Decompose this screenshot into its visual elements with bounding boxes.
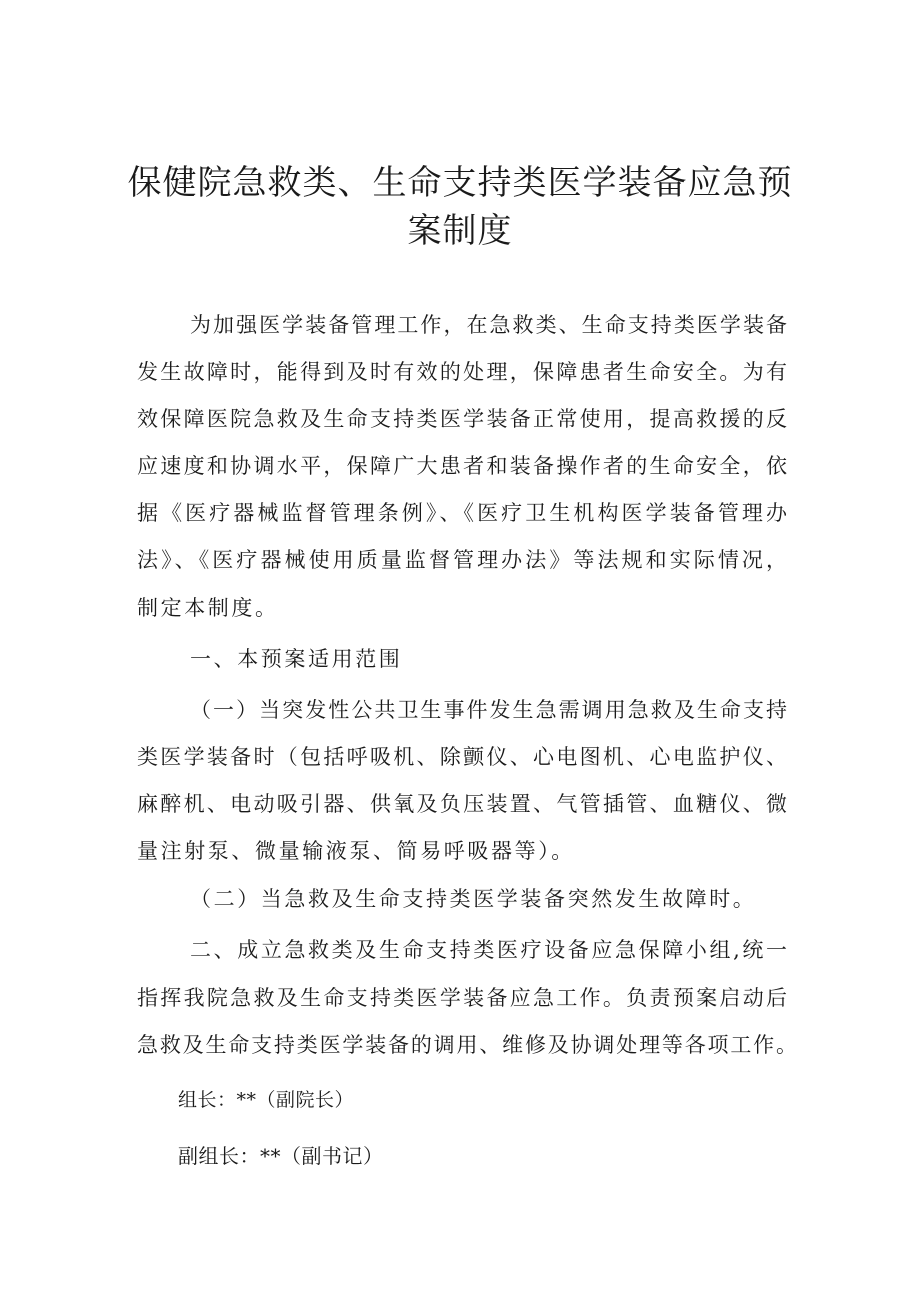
document-title-line-2: 案制度 (407, 211, 513, 251)
scope-item-1-line: 麻醉机、电动吸引器、供氧及负压装置、气管插管、血糖仪、微 (137, 792, 787, 816)
document-title-line-1: 保健院急救类、生命支持类医学装备应急预 (127, 163, 793, 203)
scope-item-1-line: 类医学装备时（包括呼吸机、除颤仪、心电图机、心电监护仪、 (137, 745, 787, 769)
intro-paragraph-line: 效保障医院急救及生命支持类医学装备正常使用，提高救援的反 (137, 407, 787, 431)
intro-paragraph-line: 制定本制度。 (137, 596, 279, 620)
section-heading-scope: 一、本预案适用范围 (190, 647, 403, 671)
intro-paragraph-line: 法》、《医疗器械使用质量监督管理办法》等法规和实际情况， (137, 548, 787, 572)
intro-paragraph-line: 据《医疗器械监督管理条例》、《医疗卫生机构医学装备管理办 (137, 501, 787, 525)
scope-item-1-line: （一）当突发性公共卫生事件发生急需调用急救及生命支持 (190, 698, 787, 722)
deputy-team-leader: 副组长：**（副书记） (178, 1144, 384, 1168)
intro-paragraph-line: 为加强医学装备管理工作，在急救类、生命支持类医学装备 (190, 313, 787, 337)
intro-paragraph-line: 发生故障时，能得到及时有效的处理，保障患者生命安全。为有 (137, 360, 787, 384)
scope-item-1-line: 量注射泵、微量输液泵、简易呼吸器等）。 (137, 839, 575, 863)
section-2-paragraph-line: 急救及生命支持类医学装备的调用、维修及协调处理等各项工作。 (137, 1033, 797, 1057)
section-2-paragraph-line: 二、成立急救类及生命支持类医疗设备应急保障小组,统一 (190, 938, 787, 962)
intro-paragraph-line: 应速度和协调水平，保障广大患者和装备操作者的生命安全，依 (137, 454, 787, 478)
scope-item-2: （二）当急救及生命支持类医学装备突然发生故障时。 (190, 887, 757, 911)
team-leader: 组长：**（副院长） (178, 1089, 355, 1111)
section-2-paragraph-line: 指挥我院急救及生命支持类医学装备应急工作。负责预案启动后 (137, 986, 787, 1010)
